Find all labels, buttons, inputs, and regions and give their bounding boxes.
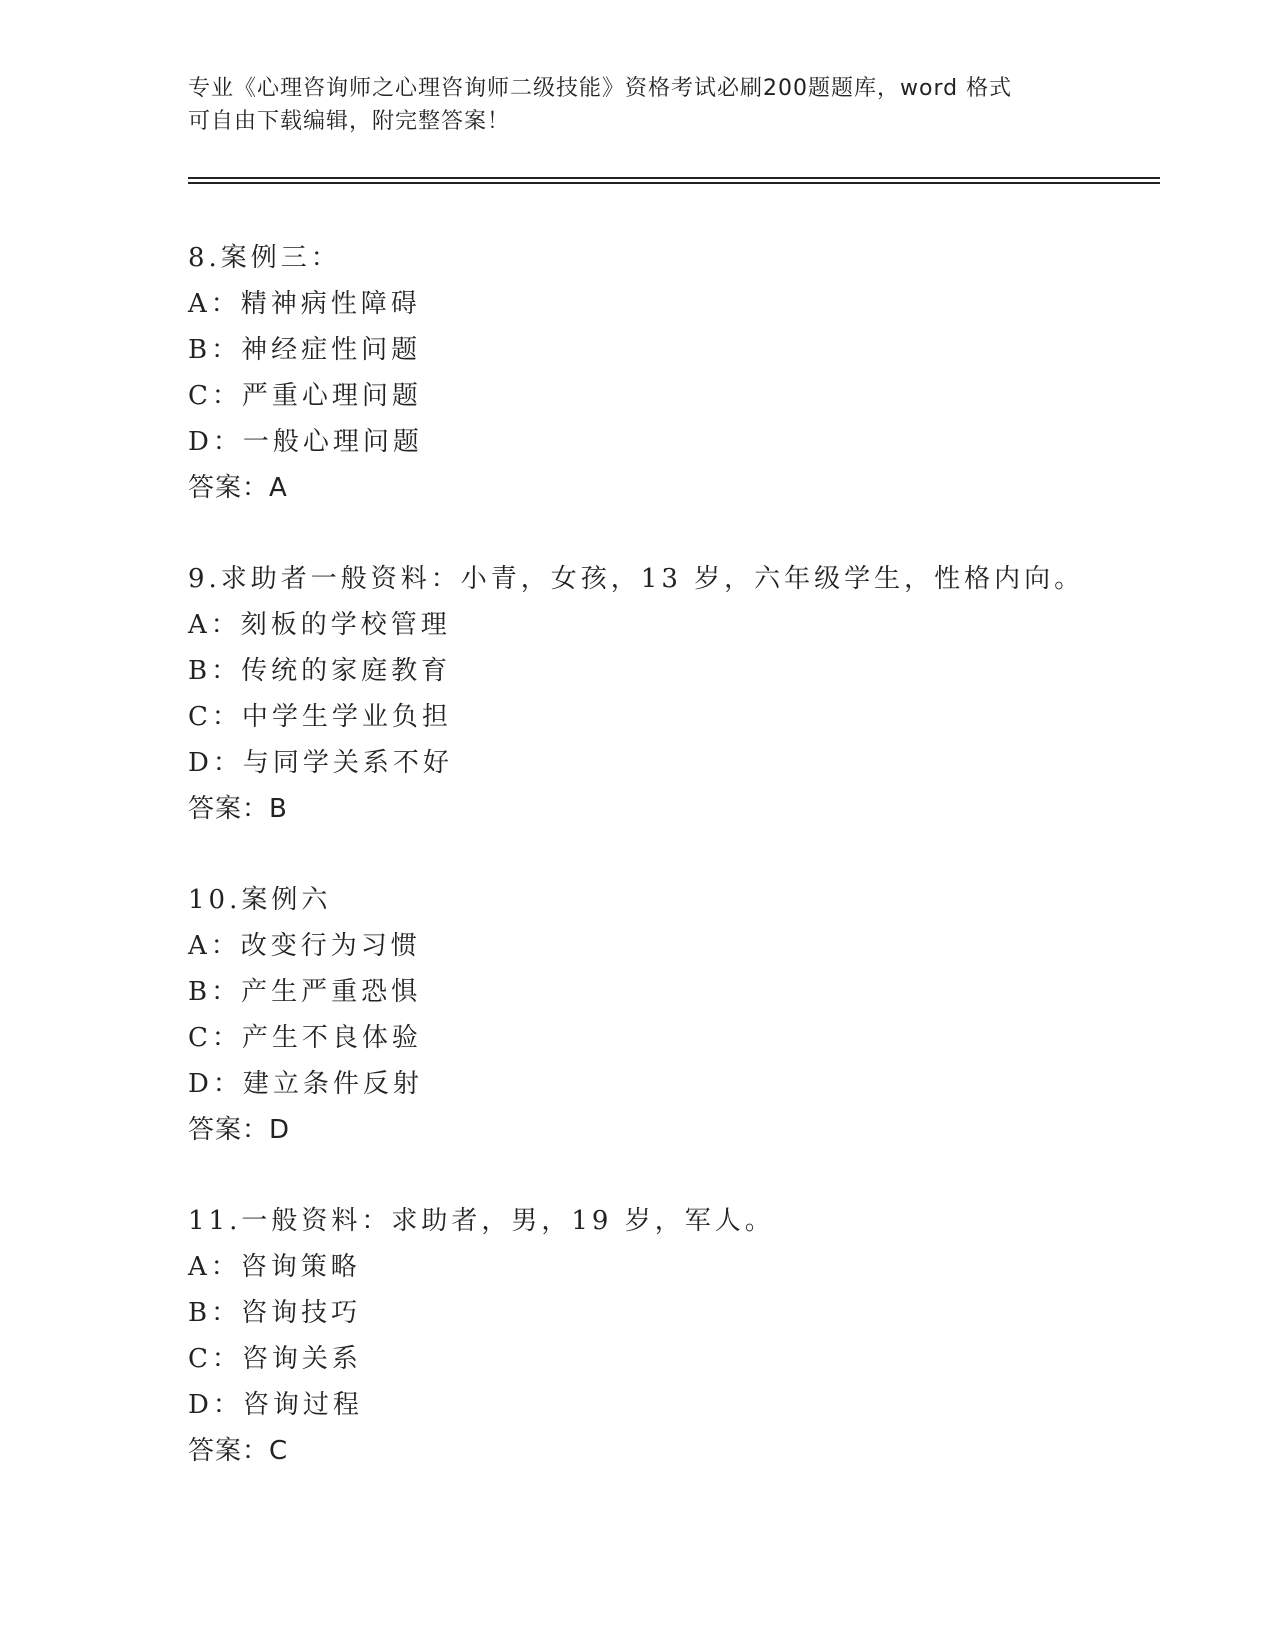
option-d: D：咨询过程 (188, 1390, 363, 1420)
option-b: B：产生严重恐惧 (188, 977, 422, 1007)
question-block (188, 556, 1148, 832)
header-line-1: 专业《心理咨询师之心理咨询师二级技能》资格考试必刷200题题库，word 格式 (188, 76, 1013, 101)
question-stem: 10.案例六 (188, 885, 332, 915)
option-b: B：咨询技巧 (188, 1298, 362, 1328)
question-block (188, 1198, 1148, 1474)
option-b: B：神经症性问题 (188, 335, 422, 365)
option-d: D：与同学关系不好 (188, 748, 453, 778)
question-block (188, 877, 1148, 1153)
answer-line: 答案：C (188, 1436, 289, 1466)
answer-line: 答案：D (188, 1115, 291, 1145)
option-c: C：中学生学业负担 (188, 702, 452, 732)
answer-line: 答案：A (188, 473, 288, 503)
document-header (188, 72, 1088, 138)
option-d: D：建立条件反射 (188, 1069, 423, 1099)
option-b: B：传统的家庭教育 (188, 656, 452, 686)
question-stem: 11.一般资料：求助者，男，19 岁，军人。 (188, 1206, 775, 1236)
option-a: A：咨询策略 (188, 1252, 361, 1282)
question-block (188, 235, 1148, 511)
header-line-2: 可自由下载编辑，附完整答案！ (188, 109, 511, 134)
question-list (188, 235, 1148, 1519)
header-divider-bottom (188, 182, 1160, 184)
option-c: C：严重心理问题 (188, 381, 422, 411)
option-a: A：改变行为习惯 (188, 931, 421, 961)
header-divider-top (188, 177, 1160, 179)
option-d: D：一般心理问题 (188, 427, 423, 457)
option-a: A：刻板的学校管理 (188, 610, 451, 640)
answer-line: 答案：B (188, 794, 288, 824)
question-stem: 9.求助者一般资料：小青，女孩，13 岁，六年级学生，性格内向。 (188, 564, 1085, 594)
question-stem: 8.案例三： (188, 243, 341, 273)
option-c: C：产生不良体验 (188, 1023, 422, 1053)
option-a: A：精神病性障碍 (188, 289, 421, 319)
option-c: C：咨询关系 (188, 1344, 362, 1374)
